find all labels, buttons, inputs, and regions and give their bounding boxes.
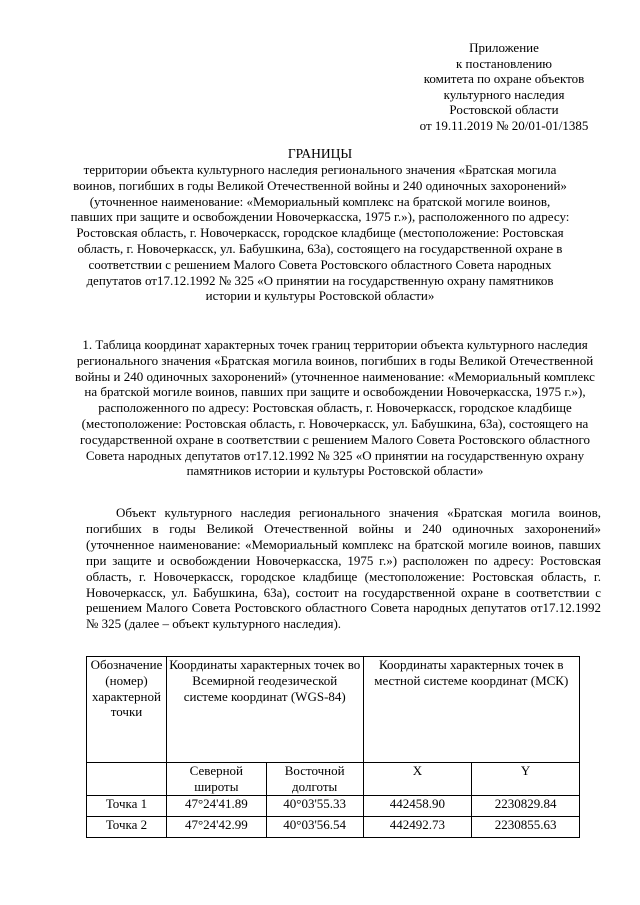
appendix-line: к постановлению xyxy=(455,55,553,71)
cell-y: 2230829.84 xyxy=(472,795,580,816)
appendix-line: Ростовской области xyxy=(449,102,559,118)
subheader-empty xyxy=(87,763,167,796)
appendix-line: культурного наследия xyxy=(443,86,565,102)
subheader-x: X xyxy=(363,763,472,796)
header-point: Обозначение (номер) характерной точки xyxy=(87,657,167,763)
document-subtitle: территории объекта культурного наследия регионального значения «Братская могила воинов, погибших в годы Великой Отечественной войны и 240 одиночных захоронений» (уточненное наименование: «Мемориальный комплекс на братской могиле воинов, павших при защите и освобождении Новочеркасска, 1975 г.»), расположенного по адресу: Ростовская область, г. Новочеркасск, городское кладбище (местоположение: Ростовская область, г. Новочеркасск, ул. Бабушкина, 63а), состоящего на государственной охране в соответствии с решением Малого Совета Ростовского областного Совета народных депутатов от17.12.1992 № 325 «О принятии на государственную охрану памятников истории и культуры Ростовской области» xyxy=(70,162,570,304)
body-paragraph: Объект культурного наследия регионального значения «Братская могила воинов, погибших в годы Великой Отечественной войны и 240 одиночных захоронений» (уточненное наименование: «Мемориальный комплекс на братской могиле воинов, павших при защите и освобождении Новочеркасска, 1975 г.») расположен по адресу: Ростовская область, г. Новочеркасск, городское кладбище (местоположение: Ростовская область, г. Новочеркасск, ул. Бабушкина, 63а), состоит на государственной охране в соответствии с решением Малого Совета Ростовского областного Совета народных депутатов от17.12.1992 № 325 (далее – объект культурного наследия). xyxy=(86,505,601,632)
header-wgs: Координаты характерных точек во Всемирной геодезической системе координат (WGS-84) xyxy=(166,657,363,763)
cell-x: 442492.73 xyxy=(363,816,472,837)
header-msk: Координаты характерных точек в местной системе координат (МСК) xyxy=(363,657,579,763)
table-header-row xyxy=(87,657,580,763)
subheader-y: Y xyxy=(472,763,580,796)
table-row xyxy=(87,795,580,816)
cell-north: 47°24'42.99 xyxy=(166,816,266,837)
appendix-block xyxy=(395,40,613,134)
appendix-line: Приложение xyxy=(469,40,539,55)
document-title: ГРАНИЦЫ xyxy=(287,146,353,161)
subheader-north: Северной широты xyxy=(166,763,266,796)
cell-north: 47°24'41.89 xyxy=(166,795,266,816)
subheader-east: Восточной долготы xyxy=(266,763,363,796)
cell-y: 2230855.63 xyxy=(472,816,580,837)
cell-point: Точка 2 xyxy=(87,816,167,837)
cell-east: 40°03'55.33 xyxy=(266,795,363,816)
table-row xyxy=(87,816,580,837)
appendix-line: от 19.11.2019 № 20/01-01/1385 xyxy=(419,117,589,133)
coordinates-table xyxy=(86,656,580,838)
cell-east: 40°03'56.54 xyxy=(266,816,363,837)
table-subheader-row xyxy=(87,763,580,796)
cell-point: Точка 1 xyxy=(87,795,167,816)
cell-x: 442458.90 xyxy=(363,795,472,816)
appendix-line: комитета по охране объектов xyxy=(423,71,585,87)
section-heading: 1. Таблица координат характерных точек границ территории объекта культурного наследия регионального значения «Братская могила воинов, погибших в годы Великой Отечественной войны и 240 одиночных захоронений» (уточненное наименование: «Мемориальный комплекс на братской могиле воинов, павших при защите и освобождении Новочеркасска, 1975 г.»), расположенного по адресу: Ростовская область, г. Новочеркасск, городское кладбище (местоположение: Ростовская область, г. Новочеркасск, ул. Бабушкина, 63а), состоящего на государственной охране в соответствии с решением Малого Совета Ростовского областного Совета народных депутатов от17.12.1992 № 325 «О принятии на государственную охрану памятников истории и культуры Ростовской области» xyxy=(75,337,595,479)
